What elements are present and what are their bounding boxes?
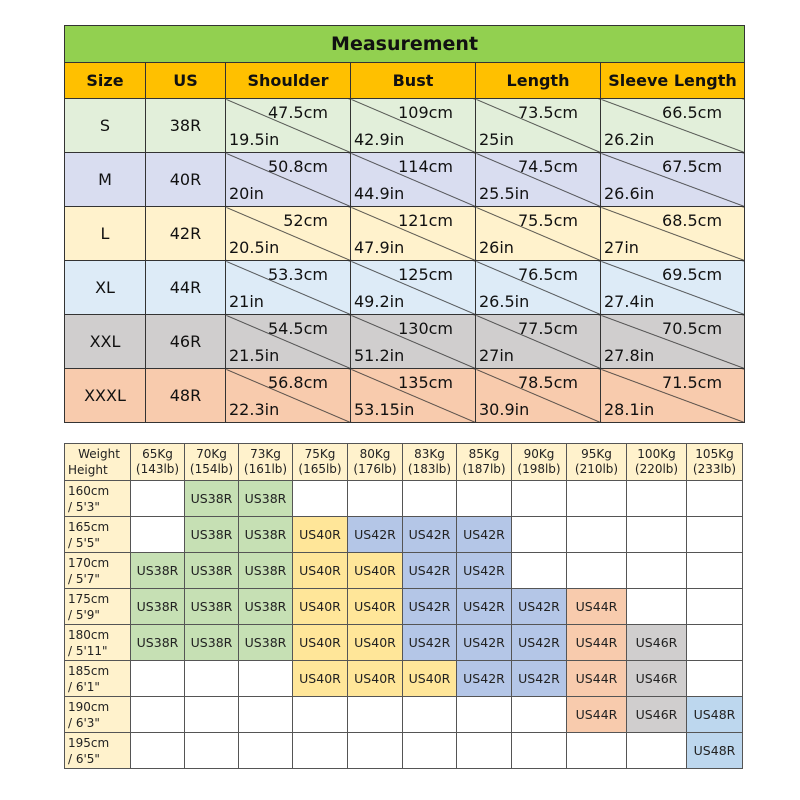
weight-lb: (210lb) [574, 462, 619, 476]
size-recommendation-cell [185, 733, 239, 769]
size-recommendation-cell [348, 697, 403, 733]
height-label: Height [68, 463, 108, 477]
height-cm: 160cm [68, 483, 110, 498]
inch-value: 49.2in [354, 292, 405, 311]
cm-value: 54.5cm [267, 319, 328, 338]
cm-value: 78.5cm [517, 373, 578, 392]
inch-value: 26.5in [479, 292, 530, 311]
us-cell: 44R [146, 261, 226, 315]
size-recommendation-cell [627, 481, 687, 517]
cm-value: 68.5cm [662, 211, 723, 230]
size-recommendation-cell [627, 733, 687, 769]
height-cm: 180cm [68, 627, 110, 642]
cm-value: 69.5cm [662, 265, 723, 284]
height-ft: / 5'9" [68, 607, 100, 622]
weight-kg: 95Kg [581, 447, 612, 461]
cm-value: 109cm [398, 103, 453, 122]
measure-cell [226, 99, 351, 153]
measure-cell [601, 315, 745, 369]
size-recommendation-cell: US48R [687, 697, 743, 733]
size-cell: S [65, 99, 146, 153]
size-recommendation-cell: US42R [512, 589, 567, 625]
size-guide-table [64, 443, 743, 769]
us-cell: 48R [146, 369, 226, 423]
height-row [65, 625, 743, 661]
size-recommendation-cell: US42R [403, 589, 457, 625]
height-label-cell [65, 733, 131, 769]
weight-kg: 70Kg [196, 447, 227, 461]
cm-value: 70.5cm [662, 319, 723, 338]
size-recommendation-cell: US40R [293, 661, 348, 697]
height-cm: 170cm [68, 555, 110, 570]
size-recommendation-cell: US38R [239, 517, 293, 553]
size-recommendation-cell [567, 553, 627, 589]
height-label-cell [65, 625, 131, 661]
inch-value: 22.3in [229, 400, 280, 419]
weight-label: Weight [78, 447, 120, 461]
weight-lb: (183lb) [407, 462, 452, 476]
measure-cell [476, 99, 601, 153]
weight-kg: 105Kg [695, 447, 734, 461]
size-recommendation-cell [185, 697, 239, 733]
cm-value: 67.5cm [662, 157, 723, 176]
weight-kg: 65Kg [142, 447, 173, 461]
weight-header [687, 444, 743, 481]
height-ft: / 6'3" [68, 715, 100, 730]
inch-value: 53.15in [354, 400, 415, 419]
cm-value: 50.8cm [267, 157, 328, 176]
size-recommendation-cell [567, 733, 627, 769]
size-recommendation-cell: US42R [457, 625, 512, 661]
size-recommendation-cell: US42R [512, 625, 567, 661]
inch-value: 27in [604, 238, 639, 257]
size-recommendation-cell: US42R [457, 589, 512, 625]
cm-value: 47.5cm [267, 103, 328, 122]
size-recommendation-cell: US42R [457, 553, 512, 589]
measure-cell [601, 261, 745, 315]
inch-value: 20.5in [229, 238, 280, 257]
height-row [65, 481, 743, 517]
size-recommendation-cell [403, 697, 457, 733]
size-recommendation-cell [512, 697, 567, 733]
cm-value: 75.5cm [517, 211, 578, 230]
weight-kg: 83Kg [414, 447, 445, 461]
inch-value: 28.1in [604, 400, 655, 419]
size-recommendation-cell [627, 589, 687, 625]
header-shoulder: Shoulder [226, 63, 351, 99]
size-recommendation-cell [567, 517, 627, 553]
size-recommendation-cell [131, 661, 185, 697]
height-ft: / 5'5" [68, 535, 100, 550]
height-label-cell [65, 589, 131, 625]
size-recommendation-cell: US38R [239, 481, 293, 517]
cm-value: 73.5cm [517, 103, 578, 122]
size-recommendation-cell [185, 661, 239, 697]
size-recommendation-cell: US38R [239, 589, 293, 625]
size-recommendation-cell: US40R [348, 625, 403, 661]
header-sleeve-length: Sleeve Length [601, 63, 745, 99]
cm-value: 135cm [398, 373, 453, 392]
size-recommendation-cell [512, 517, 567, 553]
inch-value: 19.5in [229, 130, 280, 149]
size-recommendation-cell [293, 697, 348, 733]
size-recommendation-cell: US40R [348, 589, 403, 625]
size-recommendation-cell: US48R [687, 733, 743, 769]
height-label-cell [65, 553, 131, 589]
size-recommendation-cell [457, 697, 512, 733]
size-recommendation-cell: US40R [348, 661, 403, 697]
size-recommendation-cell: US38R [131, 625, 185, 661]
measurement-title: Measurement [65, 26, 745, 63]
size-recommendation-cell [512, 553, 567, 589]
header-bust: Bust [351, 63, 476, 99]
size-cell: L [65, 207, 146, 261]
measure-cell [226, 153, 351, 207]
inch-value: 44.9in [354, 184, 405, 203]
height-ft: / 5'11" [68, 643, 108, 658]
us-cell: 42R [146, 207, 226, 261]
size-recommendation-cell [512, 481, 567, 517]
size-recommendation-cell: US40R [293, 553, 348, 589]
height-label-cell [65, 661, 131, 697]
size-recommendation-cell: US44R [567, 589, 627, 625]
weight-kg: 100Kg [637, 447, 676, 461]
corner-header [65, 444, 131, 481]
size-recommendation-cell: US40R [293, 625, 348, 661]
us-cell: 38R [146, 99, 226, 153]
measure-cell [351, 99, 476, 153]
size-recommendation-cell: US40R [348, 553, 403, 589]
size-recommendation-cell [239, 733, 293, 769]
measure-cell [476, 315, 601, 369]
cm-value: 76.5cm [517, 265, 578, 284]
weight-header [293, 444, 348, 481]
size-recommendation-cell: US42R [457, 661, 512, 697]
weight-kg: 73Kg [250, 447, 281, 461]
weight-lb: (154lb) [189, 462, 234, 476]
size-recommendation-cell: US42R [348, 517, 403, 553]
weight-lb: (143lb) [135, 462, 180, 476]
size-recommendation-cell: US44R [567, 661, 627, 697]
weight-lb: (233lb) [692, 462, 737, 476]
cm-value: 74.5cm [517, 157, 578, 176]
weight-lb: (220lb) [634, 462, 679, 476]
height-row [65, 661, 743, 697]
size-cell: XXL [65, 315, 146, 369]
height-ft: / 5'3" [68, 499, 100, 514]
measure-cell [601, 369, 745, 423]
size-recommendation-cell [131, 517, 185, 553]
cm-value: 53.3cm [267, 265, 328, 284]
weight-lb: (198lb) [517, 462, 561, 476]
size-recommendation-cell: US42R [403, 517, 457, 553]
size-recommendation-cell [687, 589, 743, 625]
size-row [65, 153, 745, 207]
measurement-table [64, 25, 745, 423]
height-row [65, 517, 743, 553]
size-recommendation-cell [512, 733, 567, 769]
inch-value: 26.6in [604, 184, 655, 203]
size-recommendation-cell [687, 661, 743, 697]
inch-value: 42.9in [354, 130, 405, 149]
weight-header [185, 444, 239, 481]
size-recommendation-cell: US38R [185, 481, 239, 517]
size-recommendation-cell: US38R [239, 625, 293, 661]
weight-lb: (176lb) [353, 462, 397, 476]
cm-value: 125cm [398, 265, 453, 284]
height-row [65, 589, 743, 625]
size-cell: M [65, 153, 146, 207]
height-label-cell [65, 481, 131, 517]
size-recommendation-cell: US38R [131, 589, 185, 625]
size-recommendation-cell: US38R [131, 553, 185, 589]
header-us: US [146, 63, 226, 99]
size-recommendation-cell: US38R [185, 553, 239, 589]
size-recommendation-cell [348, 481, 403, 517]
inch-value: 27in [479, 346, 514, 365]
weight-header [403, 444, 457, 481]
cm-value: 56.8cm [267, 373, 328, 392]
measure-cell [351, 153, 476, 207]
size-recommendation-cell: US40R [293, 589, 348, 625]
size-recommendation-cell: US44R [567, 697, 627, 733]
us-cell: 46R [146, 315, 226, 369]
size-recommendation-cell [687, 553, 743, 589]
measure-cell [351, 207, 476, 261]
size-recommendation-cell: US38R [239, 553, 293, 589]
weight-lb: (165lb) [298, 462, 342, 476]
height-ft: / 6'1" [68, 679, 100, 694]
measure-cell [601, 99, 745, 153]
height-cm: 175cm [68, 591, 110, 606]
weight-kg: 80Kg [359, 447, 391, 461]
height-row [65, 733, 743, 769]
size-recommendation-cell: US40R [403, 661, 457, 697]
measure-cell [351, 369, 476, 423]
size-recommendation-cell [239, 697, 293, 733]
header-length: Length [476, 63, 601, 99]
measure-cell [351, 315, 476, 369]
height-label-cell [65, 517, 131, 553]
size-recommendation-cell [293, 481, 348, 517]
inch-value: 51.2in [354, 346, 405, 365]
cm-value: 77.5cm [517, 319, 578, 338]
weight-header [627, 444, 687, 481]
cm-value: 121cm [398, 211, 453, 230]
size-recommendation-cell [348, 733, 403, 769]
size-recommendation-cell: US38R [185, 517, 239, 553]
cm-value: 66.5cm [662, 103, 723, 122]
inch-value: 20in [229, 184, 264, 203]
height-cm: 185cm [68, 663, 110, 678]
size-recommendation-cell: US38R [185, 625, 239, 661]
height-cm: 190cm [68, 699, 110, 714]
inch-value: 47.9in [354, 238, 405, 257]
weight-header [567, 444, 627, 481]
inch-value: 30.9in [479, 400, 530, 419]
weight-header [239, 444, 293, 481]
size-recommendation-cell [457, 481, 512, 517]
height-cm: 165cm [68, 519, 110, 534]
size-recommendation-cell: US46R [627, 625, 687, 661]
inch-value: 27.8in [604, 346, 655, 365]
inch-value: 25.5in [479, 184, 530, 203]
size-recommendation-cell [567, 481, 627, 517]
size-recommendation-cell [687, 481, 743, 517]
measure-cell [226, 369, 351, 423]
inch-value: 25in [479, 130, 514, 149]
size-recommendation-cell [131, 481, 185, 517]
size-cell: XXXL [65, 369, 146, 423]
weight-header [457, 444, 512, 481]
measure-cell [601, 153, 745, 207]
measure-cell [226, 261, 351, 315]
weight-lb: (161lb) [243, 462, 288, 476]
size-recommendation-cell: US46R [627, 697, 687, 733]
cm-value: 71.5cm [662, 373, 723, 392]
size-recommendation-cell: US42R [403, 625, 457, 661]
size-recommendation-cell [131, 697, 185, 733]
weight-header [348, 444, 403, 481]
size-row [65, 369, 745, 423]
size-recommendation-cell [687, 517, 743, 553]
size-cell: XL [65, 261, 146, 315]
size-recommendation-cell [403, 481, 457, 517]
inch-value: 21in [229, 292, 264, 311]
size-row [65, 261, 745, 315]
size-recommendation-cell: US42R [403, 553, 457, 589]
measure-cell [226, 207, 351, 261]
measure-cell [476, 261, 601, 315]
size-recommendation-cell [627, 517, 687, 553]
measure-cell [601, 207, 745, 261]
measure-cell [226, 315, 351, 369]
inch-value: 26.2in [604, 130, 655, 149]
size-recommendation-cell [293, 733, 348, 769]
height-row [65, 697, 743, 733]
size-recommendation-cell [131, 733, 185, 769]
height-ft: / 5'7" [68, 571, 100, 586]
inch-value: 27.4in [604, 292, 655, 311]
weight-header [512, 444, 567, 481]
header-size: Size [65, 63, 146, 99]
measure-cell [351, 261, 476, 315]
size-recommendation-cell: US44R [567, 625, 627, 661]
height-cm: 195cm [68, 735, 110, 750]
size-recommendation-cell [239, 661, 293, 697]
size-recommendation-cell [457, 733, 512, 769]
weight-kg: 75Kg [304, 447, 336, 461]
size-row [65, 315, 745, 369]
weight-header [131, 444, 185, 481]
measure-cell [476, 369, 601, 423]
size-recommendation-cell: US42R [512, 661, 567, 697]
cm-value: 130cm [398, 319, 453, 338]
size-recommendation-cell [687, 625, 743, 661]
size-recommendation-cell [627, 553, 687, 589]
cm-value: 52cm [283, 211, 328, 230]
measure-cell [476, 153, 601, 207]
measure-cell [476, 207, 601, 261]
height-row [65, 553, 743, 589]
us-cell: 40R [146, 153, 226, 207]
weight-lb: (187lb) [462, 462, 506, 476]
inch-value: 26in [479, 238, 514, 257]
weight-kg: 85Kg [468, 447, 500, 461]
size-recommendation-cell [403, 733, 457, 769]
height-ft: / 6'5" [68, 751, 100, 766]
weight-kg: 90Kg [523, 447, 555, 461]
cm-value: 114cm [398, 157, 453, 176]
inch-value: 21.5in [229, 346, 280, 365]
size-row [65, 207, 745, 261]
size-recommendation-cell: US40R [293, 517, 348, 553]
height-label-cell [65, 697, 131, 733]
size-recommendation-cell: US38R [185, 589, 239, 625]
size-recommendation-cell: US42R [457, 517, 512, 553]
size-recommendation-cell: US46R [627, 661, 687, 697]
size-row [65, 99, 745, 153]
